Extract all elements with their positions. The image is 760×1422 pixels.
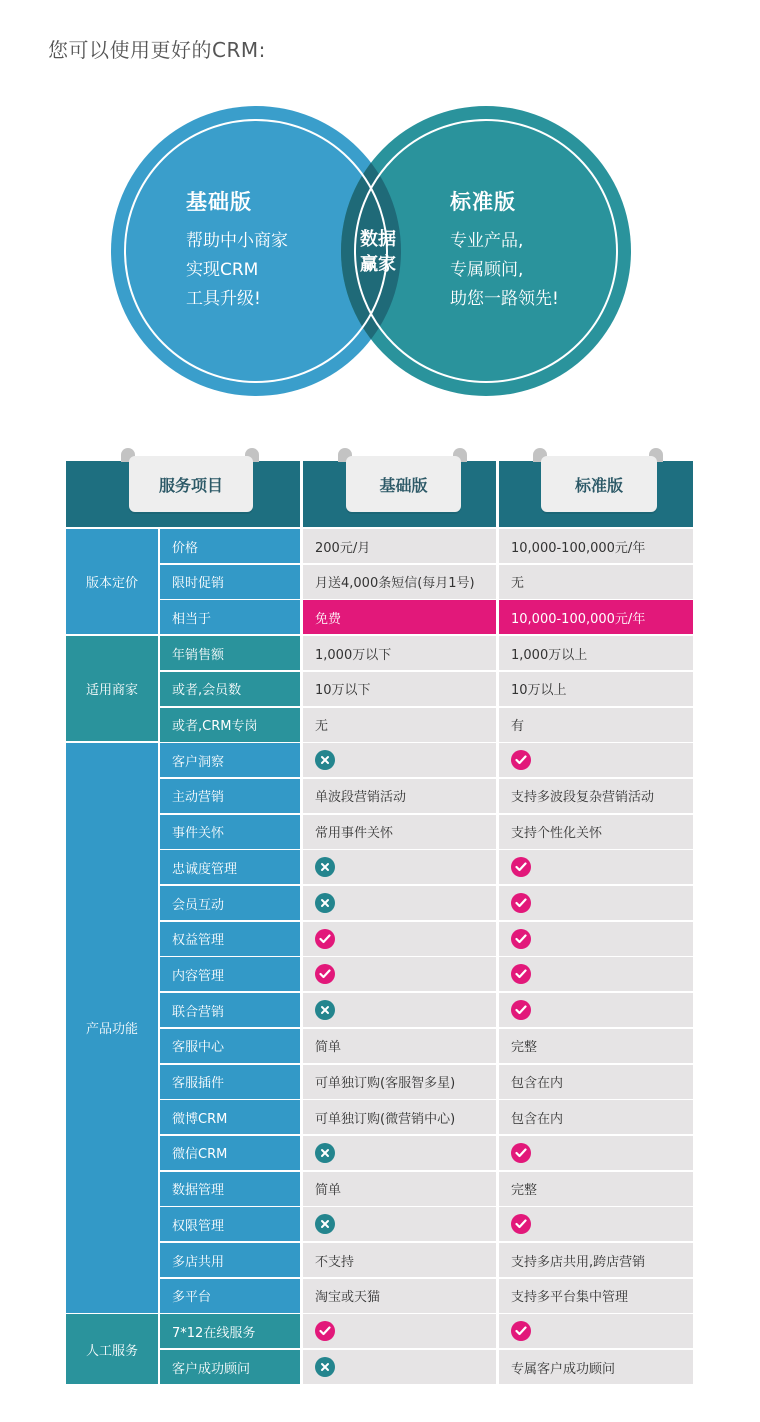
basic-plan-cell: [303, 886, 496, 920]
check-icon: [511, 893, 531, 913]
basic-plan-cell: [303, 850, 496, 884]
table-row: [160, 1314, 693, 1348]
category-cell: 产品功能: [66, 743, 158, 1313]
feature-name-cell: 客服插件: [160, 1065, 300, 1099]
x-icon: [315, 1357, 335, 1377]
check-icon: [511, 1143, 531, 1163]
standard-plan-cell: 完整: [499, 1029, 693, 1063]
table-row: [160, 672, 693, 706]
table-row: [160, 1350, 693, 1384]
x-icon: [315, 750, 335, 770]
table-row: [160, 815, 693, 849]
overlap-line-2: 赢家: [360, 254, 396, 275]
table-row: [160, 636, 693, 670]
feature-name-cell: 年销售额: [160, 636, 300, 670]
venn-circles: [0, 0, 760, 420]
basic-plan-cell: 200元/月: [303, 529, 496, 563]
header-standard-label: 标准版: [541, 456, 657, 512]
table-row: [160, 922, 693, 956]
page-heading: 您可以使用更好的CRM:: [48, 38, 266, 62]
table-row: [160, 529, 693, 563]
basic-plan-cell: 简单: [303, 1029, 496, 1063]
standard-plan-cell: [499, 850, 693, 884]
standard-plan-cell: 支持多平台集中管理: [499, 1279, 693, 1313]
standard-plan-cell: 完整: [499, 1172, 693, 1206]
overlap-title: [346, 227, 410, 277]
standard-plan-cell: 10,000-100,000元/年: [499, 600, 693, 634]
basic-plan-cell: [303, 957, 496, 991]
check-icon: [315, 929, 335, 949]
venn-diagram: [0, 0, 760, 420]
x-icon: [315, 893, 335, 913]
feature-name-cell: 联合营销: [160, 993, 300, 1027]
feature-name-cell: 或者,CRM专岗: [160, 708, 300, 742]
basic-plan-cell: 可单独订购(客服智多星): [303, 1065, 496, 1099]
overlap-line-1: 数据: [360, 229, 396, 250]
feature-name-cell: 或者,会员数: [160, 672, 300, 706]
feature-name-cell: 多店共用: [160, 1243, 300, 1277]
basic-plan-cell: 10万以下: [303, 672, 496, 706]
table-row: [160, 957, 693, 991]
basic-plan-cell: 不支持: [303, 1243, 496, 1277]
standard-plan-cell: 专属客户成功顾问: [499, 1350, 693, 1384]
check-icon: [315, 1321, 335, 1341]
basic-plan-cell: 单波段营销活动: [303, 779, 496, 813]
basic-plan-cell: 简单: [303, 1172, 496, 1206]
table-row: [160, 886, 693, 920]
basic-plan-cell: 无: [303, 708, 496, 742]
standard-desc-line-1: 专业产品,: [450, 231, 524, 251]
basic-plan-cell: [303, 1350, 496, 1384]
basic-plan-cell: [303, 1207, 496, 1241]
feature-name-cell: 权益管理: [160, 922, 300, 956]
table-row: [160, 1207, 693, 1241]
standard-plan-cell: 10,000-100,000元/年: [499, 529, 693, 563]
feature-name-cell: 客户成功顾问: [160, 1350, 300, 1384]
standard-plan-cell: 10万以上: [499, 672, 693, 706]
table-row: [160, 1100, 693, 1134]
table-row: [160, 1279, 693, 1313]
check-icon: [511, 750, 531, 770]
category-cell: 适用商家: [66, 636, 158, 741]
check-icon: [511, 1321, 531, 1341]
basic-plan-cell: [303, 922, 496, 956]
feature-name-cell: 数据管理: [160, 1172, 300, 1206]
table-row: [160, 1065, 693, 1099]
standard-plan-cell: [499, 1314, 693, 1348]
feature-name-cell: 主动营销: [160, 779, 300, 813]
check-icon: [511, 929, 531, 949]
basic-plan-cell: 常用事件关怀: [303, 815, 496, 849]
standard-plan-cell: 1,000万以上: [499, 636, 693, 670]
header-basic-label: 基础版: [346, 456, 461, 512]
standard-plan-cell: 包含在内: [499, 1100, 693, 1134]
basic-plan-cell: 免费: [303, 600, 496, 634]
table-row: [160, 1243, 693, 1277]
feature-name-cell: 内容管理: [160, 957, 300, 991]
x-icon: [315, 857, 335, 877]
standard-plan-cell: 支持多店共用,跨店营销: [499, 1243, 693, 1277]
basic-plan-cell: [303, 1136, 496, 1170]
basic-plan-cell: 可单独订购(微营销中心): [303, 1100, 496, 1134]
standard-plan-cell: 支持多波段复杂营销活动: [499, 779, 693, 813]
feature-name-cell: 忠诚度管理: [160, 850, 300, 884]
standard-plan-cell: 包含在内: [499, 1065, 693, 1099]
header-item-label: 服务项目: [129, 456, 253, 512]
feature-name-cell: 会员互动: [160, 886, 300, 920]
feature-name-cell: 微信CRM: [160, 1136, 300, 1170]
basic-plan-cell: 月送4,000条短信(每月1号): [303, 565, 496, 599]
standard-plan-cell: 无: [499, 565, 693, 599]
feature-name-cell: 7*12在线服务: [160, 1314, 300, 1348]
table-row: [160, 600, 693, 634]
table-row: [160, 779, 693, 813]
x-icon: [315, 1143, 335, 1163]
standard-plan-cell: [499, 922, 693, 956]
standard-plan-cell: [499, 993, 693, 1027]
standard-plan-cell: 有: [499, 708, 693, 742]
table-row: [160, 1029, 693, 1063]
x-icon: [315, 1214, 335, 1234]
check-icon: [315, 964, 335, 984]
x-icon: [315, 1000, 335, 1020]
check-icon: [511, 964, 531, 984]
feature-name-cell: 事件关怀: [160, 815, 300, 849]
table-row: [160, 850, 693, 884]
table-row: [160, 1172, 693, 1206]
feature-name-cell: 客户洞察: [160, 743, 300, 777]
table-row: [160, 565, 693, 599]
basic-desc-line-2: 实现CRM: [186, 260, 259, 280]
table-row: [160, 743, 693, 777]
standard-plan-cell: [499, 1136, 693, 1170]
feature-name-cell: 相当于: [160, 600, 300, 634]
standard-plan-cell: [499, 886, 693, 920]
basic-plan-cell: [303, 993, 496, 1027]
comparison-table: [66, 448, 693, 1388]
check-icon: [511, 1214, 531, 1234]
basic-plan-cell: [303, 1314, 496, 1348]
standard-plan-cell: 支持个性化关怀: [499, 815, 693, 849]
standard-desc-line-2: 专属顾问,: [450, 260, 524, 280]
basic-desc-line-1: 帮助中小商家: [186, 231, 288, 251]
table-row: [160, 993, 693, 1027]
basic-plan-cell: [303, 743, 496, 777]
table-row: [160, 1136, 693, 1170]
feature-name-cell: 多平台: [160, 1279, 300, 1313]
feature-name-cell: 微博CRM: [160, 1100, 300, 1134]
category-cell: 版本定价: [66, 529, 158, 634]
basic-plan-cell: 淘宝或天猫: [303, 1279, 496, 1313]
standard-plan-cell: [499, 957, 693, 991]
feature-name-cell: 限时促销: [160, 565, 300, 599]
feature-name-cell: 价格: [160, 529, 300, 563]
basic-plan-cell: 1,000万以下: [303, 636, 496, 670]
check-icon: [511, 1000, 531, 1020]
feature-name-cell: 客服中心: [160, 1029, 300, 1063]
standard-plan-cell: [499, 1207, 693, 1241]
category-cell: 人工服务: [66, 1314, 158, 1384]
table-row: [160, 708, 693, 742]
check-icon: [511, 857, 531, 877]
basic-title: 基础版: [186, 190, 252, 214]
feature-name-cell: 权限管理: [160, 1207, 300, 1241]
standard-plan-cell: [499, 743, 693, 777]
basic-desc-line-3: 工具升级!: [186, 289, 261, 309]
standard-desc-line-3: 助您一路领先!: [450, 289, 559, 309]
standard-title: 标准版: [450, 190, 516, 214]
